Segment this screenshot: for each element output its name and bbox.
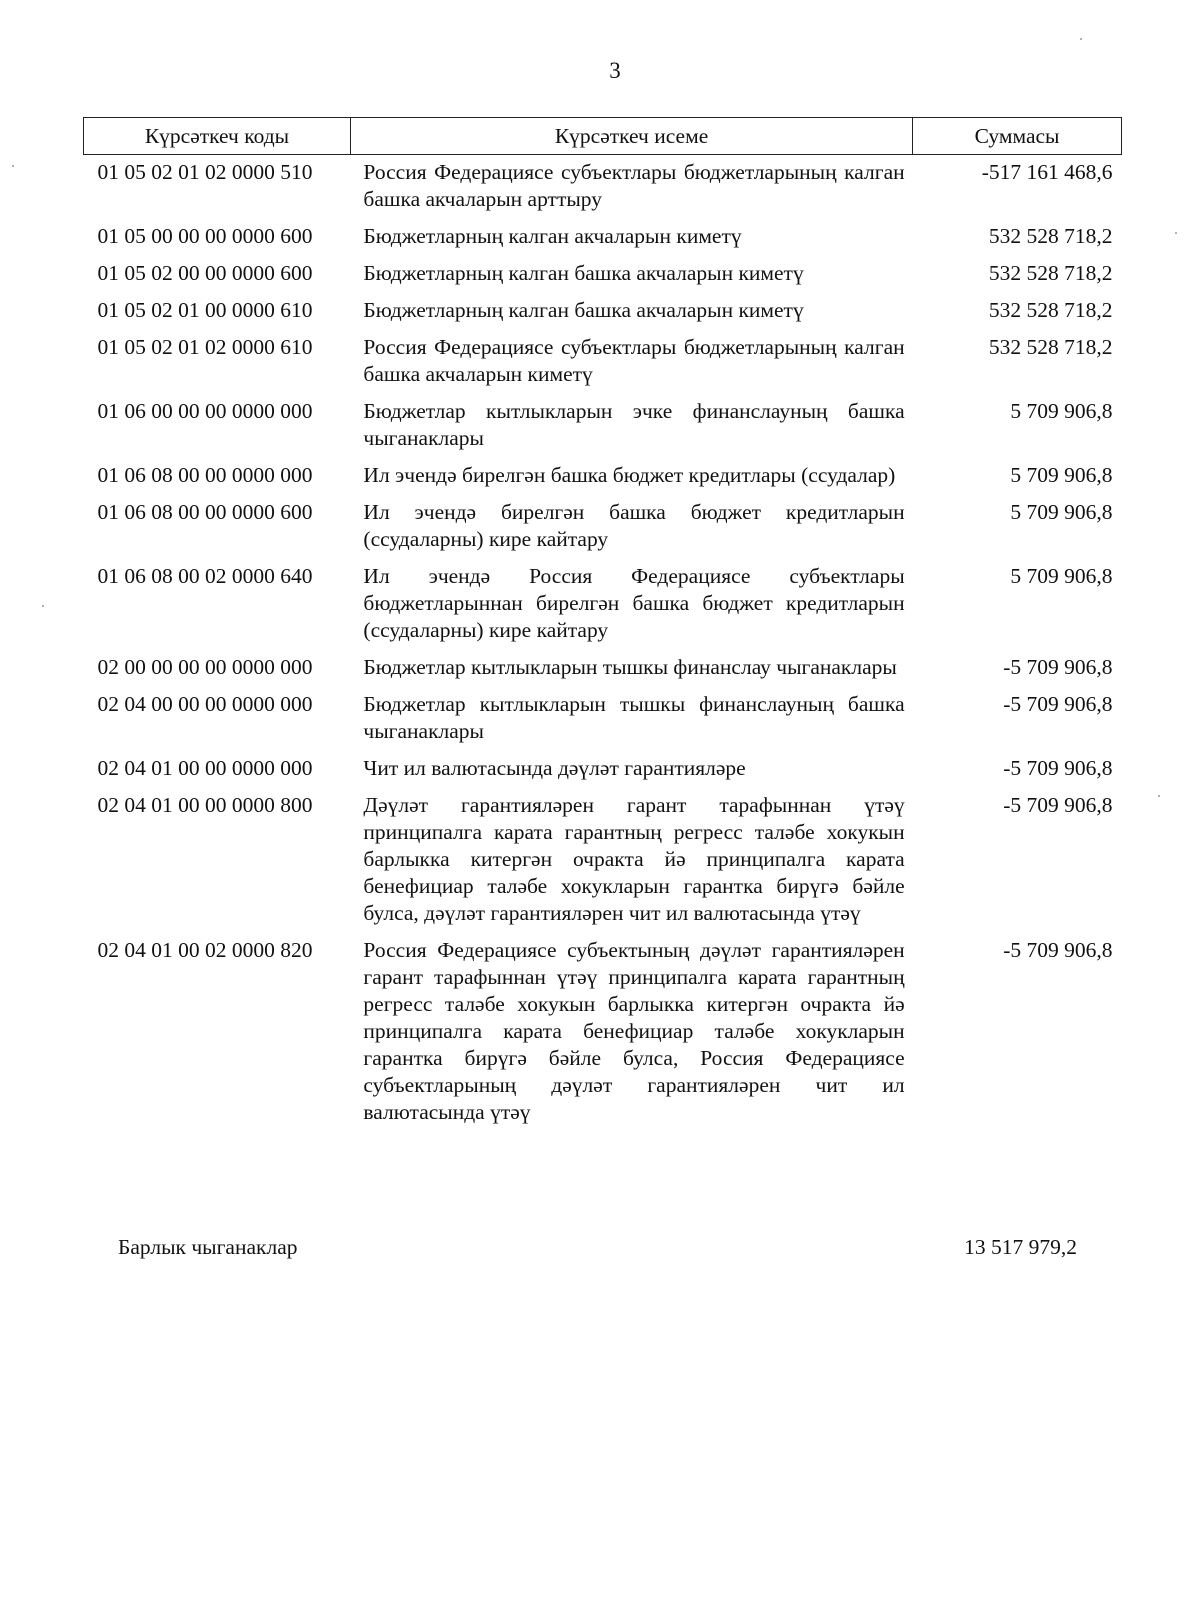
table-row <box>84 462 1122 499</box>
table-row <box>84 499 1122 563</box>
table-header-row <box>84 118 1122 155</box>
table-row <box>84 755 1122 792</box>
table-row <box>84 691 1122 755</box>
row-code: 01 05 00 00 00 0000 600 <box>97 224 313 248</box>
row-code: 01 05 02 01 00 0000 610 <box>97 298 313 322</box>
row-code: 02 04 01 00 02 0000 820 <box>97 938 313 962</box>
row-name: Россия Федерациясе субъектлары бюджетларының калган башка акчаларын арттыру <box>363 160 905 211</box>
table-row <box>84 155 1122 224</box>
row-sum: 532 528 718,2 <box>988 298 1113 322</box>
table-row <box>84 223 1122 260</box>
row-code: 01 06 00 00 00 0000 000 <box>97 399 313 423</box>
table-row <box>84 792 1122 937</box>
scan-speck <box>1080 38 1082 40</box>
table-row <box>84 297 1122 334</box>
row-code: 02 00 00 00 00 0000 000 <box>97 655 313 679</box>
row-sum: -5 709 906,8 <box>1003 756 1113 780</box>
row-code: 01 05 02 00 00 0000 600 <box>97 261 313 285</box>
row-code: 01 06 08 00 00 0000 600 <box>97 500 313 524</box>
row-sum: -5 709 906,8 <box>1003 655 1113 679</box>
row-name: Бюджетларның калган башка акчаларын киметү <box>363 261 804 285</box>
row-sum: -5 709 906,8 <box>1003 793 1113 817</box>
sources-table <box>83 117 1122 1136</box>
row-sum: 5 709 906,8 <box>1010 500 1113 524</box>
table-row <box>84 334 1122 398</box>
row-code: 01 06 08 00 02 0000 640 <box>97 564 313 588</box>
scan-speck <box>42 605 44 607</box>
header-name: Күрсәткеч исеме <box>350 118 912 155</box>
header-code: Күрсәткеч коды <box>84 118 351 155</box>
scan-speck <box>12 165 14 167</box>
row-code: 01 05 02 01 02 0000 510 <box>97 160 313 184</box>
row-name: Бюджетларның калган акчаларын киметү <box>363 224 742 248</box>
total-label: Барлык чыганаклар <box>118 1235 298 1259</box>
row-code: 02 04 01 00 00 0000 800 <box>97 793 313 817</box>
table-row <box>84 654 1122 691</box>
page-number: 3 <box>609 58 621 83</box>
row-sum: 532 528 718,2 <box>988 261 1113 285</box>
row-sum: 532 528 718,2 <box>988 224 1113 248</box>
row-name: Бюджетлар кытлыкларын тышкы финанслау чыганаклары <box>363 655 897 679</box>
row-sum: 5 709 906,8 <box>1010 463 1113 487</box>
row-name: Ил эчендә Россия Федерациясе субъектлары бюджетларыннан бирелгән башка бюджет кредитларын (ссудаларны) кире кайтару <box>363 564 905 642</box>
row-sum: -517 161 468,6 <box>981 160 1113 184</box>
row-name: Ил эчендә бирелгән башка бюджет кредитлары (ссудалар) <box>363 463 896 487</box>
table-row <box>84 937 1122 1136</box>
table-row <box>84 260 1122 297</box>
row-code: 01 06 08 00 00 0000 000 <box>97 463 313 487</box>
row-name: Россия Федерациясе субъектының дәүләт гарантияләрен гарант тарафыннан үтәү принципалга карата гарантның регресс таләбе хокукын барлыкка китергән очракта йә принципалга карата бенефициар таләбе хокукларын гарантка бирүгә бәйле булса, Россия Федерациясе субъектларының дәүләт гарантияләрен чит ил валютасында үтәү <box>363 938 905 1124</box>
row-name: Бюджетлар кытлыкларын эчке финанслауның башка чыганаклары <box>363 399 905 450</box>
scan-speck <box>1158 795 1160 797</box>
header-sum: Суммасы <box>913 118 1122 155</box>
table-row <box>84 563 1122 654</box>
row-sum: -5 709 906,8 <box>1003 938 1113 962</box>
row-sum: 532 528 718,2 <box>988 335 1113 359</box>
table-row <box>84 398 1122 462</box>
row-code: 02 04 00 00 00 0000 000 <box>97 692 313 716</box>
row-name: Ил эчендә бирелгән башка бюджет кредитларын (ссудаларны) кире кайтару <box>363 500 905 551</box>
row-code: 02 04 01 00 00 0000 000 <box>97 756 313 780</box>
row-name: Дәүләт гарантияләрен гарант тарафыннан үтәү принципалга карата гарантның регресс таләбе хокукын барлыкка китергән очракта йә принципалга карата бенефициар таләбе хокукларын гарантка бирүгә бәйле булса, дәүләт гарантияләрен чит ил валютасында үтәү <box>363 793 905 925</box>
total-value: 13 517 979,2 <box>964 1235 1077 1259</box>
row-name: Россия Федерациясе субъектлары бюджетларының калган башка акчаларын киметү <box>363 335 905 386</box>
row-sum: 5 709 906,8 <box>1010 399 1113 423</box>
row-name: Бюджетларның калган башка акчаларын киметү <box>363 298 804 322</box>
row-sum: -5 709 906,8 <box>1003 692 1113 716</box>
scan-speck <box>1175 232 1177 234</box>
row-sum: 5 709 906,8 <box>1010 564 1113 588</box>
row-name: Чит ил валютасында дәүләт гарантияләре <box>363 756 746 780</box>
row-name: Бюджетлар кытлыкларын тышкы финанслауның башка чыганаклары <box>363 692 905 743</box>
row-code: 01 05 02 01 02 0000 610 <box>97 335 313 359</box>
